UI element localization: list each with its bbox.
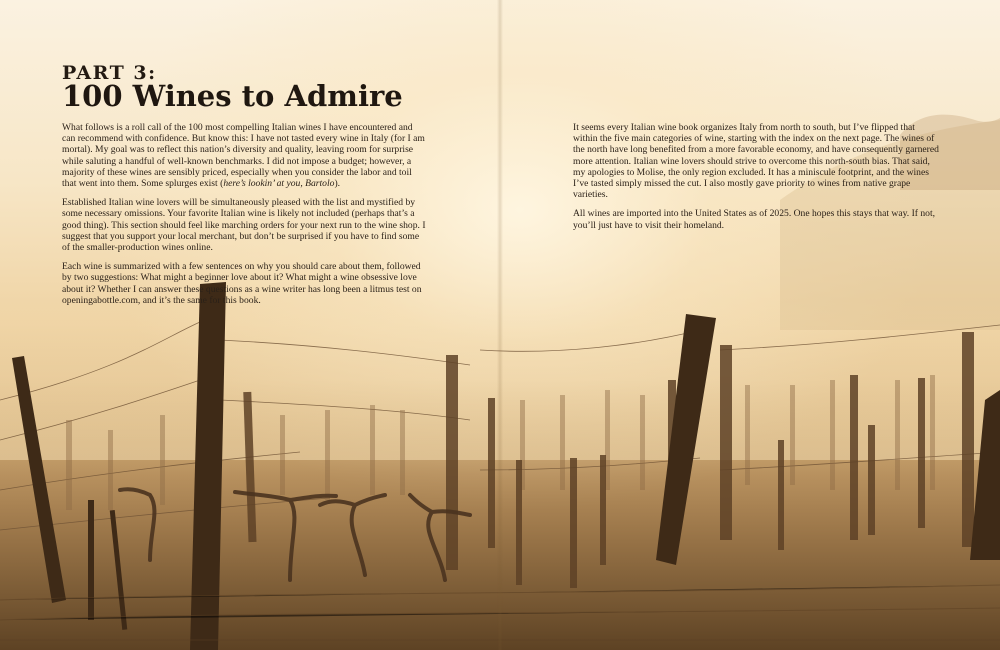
- organization-paragraph: It seems every Italian wine book organizes Italy from north to south, but I’ve flipped that within the five main categories of wine, starting with the index on the next page. The wines of the north have long benefited from a more favorable economy, and have consequently garnered more attention. Italian wine lovers should strive to overcome this north-south bias. That said, my apologies to Molise, the only region excluded. It has a miniscule footprint, and the wines I’ve tasted simply missed the cut. I also mostly gave priority to wines from native grape varieties.: [573, 122, 939, 201]
- page-title: 100 Wines to Admire: [62, 79, 403, 113]
- import-paragraph: All wines are imported into the United States as of 2025. One hopes this stays that way. If not, you’ll just have to visit their homeland.: [573, 208, 936, 231]
- intro-text-end: ).: [334, 178, 341, 190]
- intro-paragraph: [62, 122, 428, 189]
- intro-aside: here’s lookin’ at you, Bartolo: [223, 178, 335, 190]
- part-label: PART 3:: [62, 62, 157, 84]
- intro-text: What follows is a roll call of the 100 most compelling Italian wines I have encountered and can recommend with confidence. But know this: I have not tasted every wine in Italy (for I am mortal). My goal was to reflect this nation’s diversity and quality, leaving room for surprise while saluting a handful of well-known benchmarks. I did not impose a budget; however, a majority of these wines are sensibly priced, especially when you consider the labor and toil that went into them. Some splurges exist (: [62, 122, 425, 190]
- omissions-paragraph: Established Italian wine lovers will be simultaneously pleased with the list and mystified by some necessary omissions. Your favorite Italian wine is likely not included (perhaps that’s a good thing). This section should feel like marching orders for your next run to the wine shop. I suggest that you support your local merchant, but don’t be surprised if you have to find some of the smaller-production wines online.: [62, 197, 426, 254]
- right-text-column: [573, 122, 939, 239]
- summary-paragraph: Each wine is summarized with a few sentences on why you should care about them, followed by two suggestions: What might a beginner love about it? What might a wine obsessive love about it? Whether I can answer these questions as a wine writer has long been a litmus test on openingabottle.com, and it’s the same for this book.: [62, 261, 422, 306]
- page-gutter: [497, 0, 503, 650]
- left-text-column: [62, 122, 428, 314]
